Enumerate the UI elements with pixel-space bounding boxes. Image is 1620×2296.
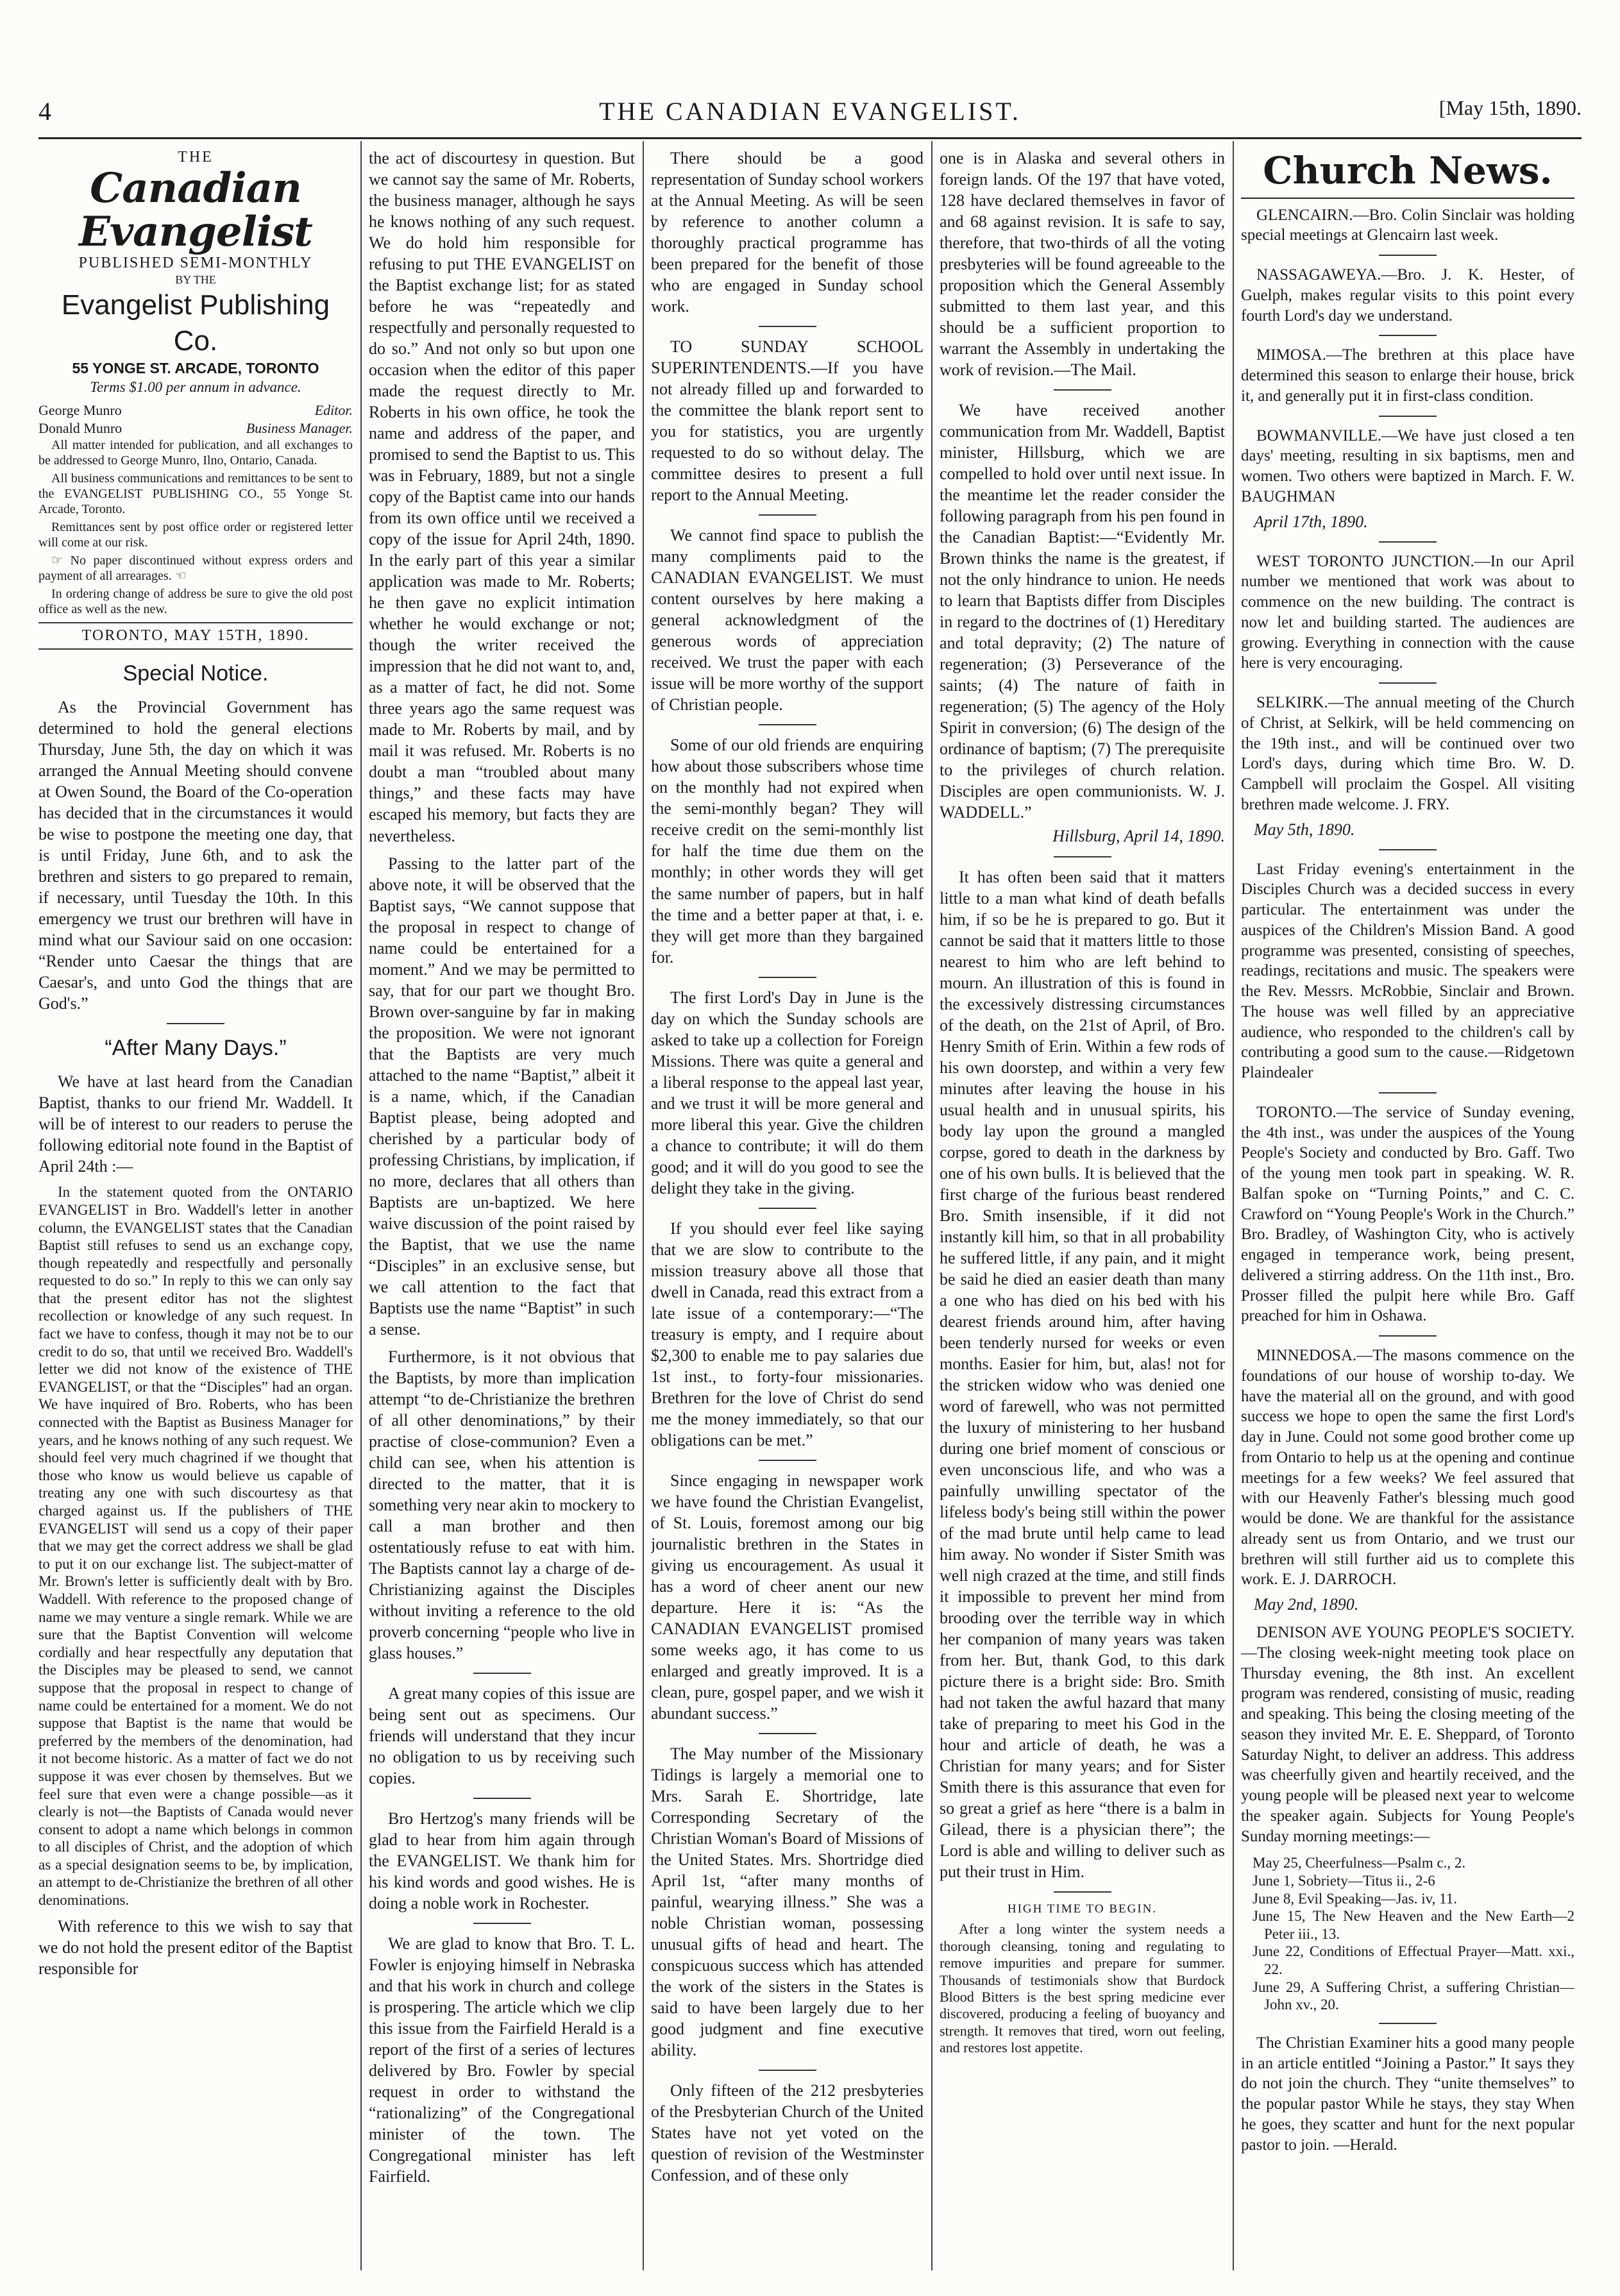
column-divider: [643, 141, 644, 2270]
signature-line: Hillsburg, April 14, 1890.: [1052, 827, 1225, 846]
article-paragraph: Furthermore, is it not obvious that the Baptists, by more than implication attempt “to de-Christianize the brethren of all other denominations,” by their practise of close-communion? Even a child can see, when his attention is directed to the matter, that it is something very near akin to mockery to call a man brother and then ostentatiously refuse to eat with him. The Baptists cannot lay a charge of de-Christianizing against the Disciples without inviting a reference to the old proverb concerning “people who live in glass houses.”: [369, 1347, 635, 1663]
news-entry: NASSAGAWEYA.—Bro. J. K. Hester, of Guelph, makes regular visits to this point every fourth Lord's day we understand.: [1241, 266, 1574, 325]
masthead-the: THE: [178, 149, 214, 165]
separator: [1054, 1891, 1111, 1893]
separator: [759, 1460, 816, 1461]
separator: [1379, 1092, 1437, 1093]
staff-list: [38, 401, 353, 437]
discontinue-notice: ☞ No paper discontinued without express orders and payment of all arrearages. ☜: [38, 553, 353, 584]
column-1: [38, 148, 353, 2270]
editorial-note: Bro Hertzog's many friends will be glad to hear from him again through the EVANGELIST. We thank him for his kind words and good wishes. He is doing a noble work in Rochester.: [369, 1809, 635, 1913]
masthead-by-the: BY THE: [175, 273, 216, 287]
advertisement-text: After a long winter the system needs a thorough cleansing, toning and regulating to remove impurities and prepare for summer. Thousands of testimonials show that Burdock Blood Bitters is the best spring medicine ever discovered, producing a feeling of buoyancy and strength. It removes that tired, worn out feeling, and restores lost appetite.: [940, 1921, 1225, 2056]
column-divider: [1233, 141, 1234, 2270]
article-paragraph: In the statement quoted from the ONTARIO EVANGELIST in Bro. Waddell's letter in another column, the EVANGELIST states that the Canadian Baptist still refuses to send us an exchange copy, though repeatedly and respectfully and personally requested to do so.” In reply to this we can only say that the present editor has not the slightest recollection or knowledge of any such request. In fact we have to confess, though it may not be to our credit to do so, that until we received Bro. Waddell's letter we did not know of the existence of THE EVANGELIST, or that the “Disciples” had an organ. We have inquired of Bro. Roberts, who has been connected with the Baptist as Business Manager for years, and he knows nothing of any such request. We should feel very much chagrined if we thought that those who know us would believe us capable of treating any one with such discourtesy as that charged against us. If the publishers of THE EVANGELIST will send us a copy of their paper that we may get the correct address we shall be glad to put it on our exchange list. The subject-matter of Mr. Brown's letter is sufficiently dealt with by Bro. Waddell. With reference to the proposed change of name we may venture a single remark. While we are sure that the Baptist Convention will welcome cordially and hear respectfully any deputation that the Disciples may be pleased to send, we cannot suppose that the proposal in respect to change of name could be entertained for a moment. We do not suppose that Baptist is the name that would be preferred by the members of the denomination, had it not become historic. As a matter of fact we do not suppose it was ever chosen by themselves. But we feel sure that even were a change possible—as it clearly is not—the Baptists of Canada would never consent to adopt a name which belongs in common to all disciples of Christ, and the adoption of which as a special designation seems to be, by implication, an attempt to de-Christianize the brethren of all other denominations.: [38, 1184, 353, 1909]
editorial-note: We cannot find space to publish the many compliments paid to the CANADIAN EVANGELIST. We must content ourselves by here making a general acknowledgment of the generous words of appreciation received. We trust the paper with each issue will be more worthy of the support of Christian people.: [651, 526, 924, 714]
news-entry: The Christian Examiner hits a good many people in an article entitled “Joining a Pastor.” It says they do not join the church. They “unite themselves” to the popular pastor While he stays, they stay When he goes, they scatter and hunt for the next popular pastor to join. —Herald.: [1241, 2034, 1574, 2154]
signature-line: May 2nd, 1890.: [1254, 1595, 1359, 1614]
list-item: June 8, Evil Speaking—Jas. iv, 11.: [1253, 1890, 1457, 1907]
advertisement-heading: HIGH TIME TO BEGIN.: [1007, 1902, 1158, 1916]
list-item: June 1, Sobriety—Titus ii., 2-6: [1253, 1873, 1435, 1889]
news-entry: GLENCAIRN.—Bro. Colin Sinclair was holding special meetings at Glencairn last week.: [1241, 206, 1574, 244]
separator: [1054, 389, 1111, 391]
subscription-terms: Terms $1.00 per annum in advance.: [90, 379, 301, 396]
page-number: 4: [38, 97, 51, 126]
separator: [759, 326, 816, 327]
editorial-note: one is in Alaska and several others in foreign lands. Of the 197 that have voted, 128 have declared themselves in favor of and 68 against revision. It is safe to say, therefore, that two-thirds of all the voting presbyteries will be found agreeable to the proposition which the General Assembly submitted to them last year, and this should be a sufficient proportion to warrant the Assembly in undertaking the work of revision.—The Mail.: [940, 149, 1225, 380]
editorial-note: There should be a good representation of Sunday school workers at the Annual Meeting. As will be seen by reference to another column a thoroughly practical programme has been prepared for the benefit of those who are engaged in Sunday school work.: [651, 149, 924, 316]
separator: [1379, 335, 1437, 336]
article-paragraph: With reference to this we wish to say that we do not hold the present editor of the Baptist responsible for: [38, 1916, 353, 1978]
article-paragraph: Passing to the latter part of the above note, it will be observed that the Baptist says, “We cannot suppose that the proposal in respect to change of name could be entertained for a moment.” And we may be permitted to say, that for our part we thought Bro. Brown over-sanguine by far in making the proposition. We were not ignorant that the Baptists are very much attached to the name “Baptist,” albeit it is a name, which, if the Canadian Baptist please, being adopted and cherished by a particular body of professing Christians, by implication, if no more, declares that all others than Baptists are un-baptized. We here waive discussion of the point raised by the Baptist, that we use the name “Disciples” in an exclusive sense, but we call attention to the fact that Baptists use the name “Baptist” in such a sense.: [369, 854, 635, 1338]
separator: [1379, 849, 1437, 850]
editorial-note: The May number of the Missionary Tidings is largely a memorial one to Mrs. Sarah E. Shortridge, late Corresponding Secretary of the Christian Woman's Board of Missions of the United States. Mrs. Shortridge died April 1st, “after many months of painful, wearying illness.” She was a noble Christian woman, possessing unusual gifts of head and heart. The conspicuous success which has attended the work of the sisters in the States is said to have been largely due to her good judgment and fine executive ability.: [651, 1744, 924, 2060]
after-many-days-heading: “After Many Days.”: [105, 1036, 287, 1061]
column-divider: [931, 141, 932, 2270]
editorial-note: If you should ever feel like saying that we are slow to contribute to the mission treasury above all those that dwell in Canada, read this extract from a late issue of a contemporary:—“The treasury is empty, and I require about $2,300 to enable me to pay salaries due 1st inst., to forty-four missionaries. Brethren for the love of Christ do send me the money immediately, so that our obligations can be met.”: [651, 1219, 924, 1449]
news-entry: MIMOSA.—The brethren at this place have determined this season to enlarge their house, brick it, and generally put it in first-class condition.: [1241, 346, 1574, 405]
separator: [759, 977, 816, 978]
issue-date: [May 15th, 1890.: [1439, 96, 1582, 119]
list-item: May 25, Cheerfulness—Psalm c., 2.: [1253, 1855, 1466, 1871]
newspaper-title: THE CANADIAN EVANGELIST.: [599, 97, 1021, 126]
separator: [167, 1023, 224, 1024]
manager-role: Business Manager.: [246, 420, 353, 437]
separator: [759, 1733, 816, 1734]
editorial-note: The first Lord's Day in June is the day on which the Sunday schools are asked to take up a collection for Foreign Missions. There was quite a general and a liberal response to the appeal last year, and we trust it will be more general and more liberal this year. Give the children a chance to contribute; it will do them good; and it will do you good to see the delight they take in the giving.: [651, 988, 924, 1197]
column-3: [651, 148, 924, 2270]
news-entry: WEST TORONTO JUNCTION.—In our April number we mentioned that work was about to commence on the new building. The contract is now let and building started. The audiences are growing. Everything in connection with the cause here is very encouraging.: [1241, 552, 1574, 672]
publisher-address: 55 YONGE ST. ARCADE, TORONTO: [72, 359, 319, 376]
header-rule: [38, 137, 1582, 139]
separator: [1379, 682, 1437, 684]
news-entry: MINNEDOSA.—The masons commence on the foundations of our house of worship to-day. We have the material all on the ground, and with good success we hope to open the same the first Lord's day in June. Could not some good brother come up from Ontario to help us at the opening and continue meetings for a few weeks? We feel assured that with our Heavenly Father's blessing much good would be done. We are thankful for the assistance already sent us from Ontario, and we trust our brethren will still further aid us to complete this work. E. J. DARROCH.: [1241, 1347, 1574, 1589]
separator: [1379, 255, 1437, 256]
separator: [473, 1798, 531, 1799]
editor-name: George Munro: [38, 402, 122, 419]
news-entry: SELKIRK.—The annual meeting of the Church of Christ, at Selkirk, will be held commencing on the 19th inst., and will be continued over two Lord's days, during which time Bro. W. D. Campbell will proclaim the Gospel. All visiting brethren made welcome. J. FRY.: [1241, 694, 1574, 813]
address-change-notice: In ordering change of address be sure to give the old post office as well as the new.: [38, 587, 353, 617]
separator: [759, 514, 816, 516]
obituary-note: It has often been said that it matters little to a man what kind of death befalls him, if so be he is prepared to go. But it cannot be said that it matters little to those nearest to him who are left behind to mourn. An illustration of this is found in the excessively distressing circumstances of the death, on the 21st of April, of Bro. Henry Smith of Erin. Within a few rods of his own doorstep, and within a very few minutes after leaving the house in his usual health and in unusual spirits, his body lay upon the ground a mangled corpse, gored to death in the darkness by one of his own bulls. It is believed that the first charge of the furious beast rendered Bro. Smith insensible, if it did not instantly kill him, so that in all probability he suffered little, if any pain, and it might be said he died an easier death than many a one who has died on his bed with his dearest friends around him, after having been tenderly nursed for weeks or even months. Easier for him, but, alas! not for the stricken widow who was denied one word of farewell, who was not permitted the luxury of ministering to her husband during one brief moment of conscious or even unconscious life, and who was a painfully unwilling spectator of the lifeless body's being still within the power of the mad brute until help came to lead him away. No wonder if Sister Smith was well nigh crazed at the time, and still finds it impossible to prevent her mind from brooding over the terrible way in which her companion of many years was taken from her. But, thank God, to this dark picture there is a bright side: Bro. Smith had not taken the awful hazard that many take of preparing to meet his God in the hour and article of death, he was a Christian for many years; and for Sister Smith there is this assurance that even for so great a grief as here “there is a balm in Gilead, there is a physician there”; the Lord is able and willing to deliver such as put their trust in Him.: [940, 867, 1225, 1882]
masthead-frequency: PUBLISHED SEMI-MONTHLY: [78, 254, 313, 271]
article-paragraph: We have at last heard from the Canadian Baptist, thanks to our friend Mr. Waddell. It will be of interest to our readers to peruse the following editorial note found in the Baptist of April 24th :—: [38, 1072, 353, 1176]
news-entry: Last Friday evening's entertainment in the Disciples Church was a decided success in every particular. The entertainment was under the auspices of the Children's Mission Band. A good programme was presented, consisting of speeches, readings, recitations and music. The speakers were the Rev. Messrs. McRobbie, Sinclair and Brown. The house was well filled by an appreciative audience, who responded to the children's call by contributing a good sum to the cause.—Ridgetown Plaindealer: [1241, 860, 1574, 1082]
separator: [473, 1673, 531, 1674]
editorial-note: Some of our old friends are enquiring how about those subscribers whose time on the monthly had not expired when the semi-monthly began? They will receive credit on the semi-monthly list for half the time due them on the monthly; in other words they will get the same number of papers, but in half the time and a better paper at that, i. e. they will get more than they bargained for.: [651, 736, 924, 967]
editorial-note: We are glad to know that Bro. T. L. Fowler is enjoying himself in Nebraska and that his work in church and college is prospering. The article which we clip this issue from the Fairfield Herald is a report of the first of a series of lectures delivered by Bro. Fowler by special request in order to withstand the “rationalizing” of the Congregational minister of the town. The Congregational minister has left Fairfield.: [369, 1934, 635, 2186]
column-2: [369, 148, 635, 2270]
column-5: [1241, 148, 1574, 2270]
signature-line: April 17th, 1890.: [1254, 512, 1368, 531]
church-news-heading: Church News.: [1241, 148, 1574, 199]
article-paragraph: the act of discourtesy in question. But we cannot say the same of Mr. Roberts, the business manager, although he says he knows nothing of any such request. We do hold him responsible for refusing to put THE EVANGELIST on the Baptist exchange list; for as stated before he was “repeatedly and respectfully and personally requested to do so.” And not only so but upon one occasion when the editor of this paper made the request directly to Mr. Roberts in his own office, he took the name and address of the paper, and promised to send the Baptist to us. This was in February, 1889, but not a single copy of the Baptist came into our hands from its own office until we received a copy of the issue for April 24th, 1890. In the early part of this year a similar application was made to Mr. Roberts; he then gave no explicit intimation whether he would exchange or not; though the writer received the impression that he did not want to, and, as a matter of fact, he did not. Some three years ago the same request was made to Mr. Roberts by mail, and by mail it was refused. Mr. Roberts is no doubt a man “troubled about many things,” and these facts may have escaped his memory, but facts they are nevertheless.: [369, 149, 635, 845]
masthead: [38, 148, 353, 396]
page-header: [38, 96, 1582, 148]
separator: [1379, 541, 1437, 543]
editorial-note: Only fifteen of the 212 presbyteries of the Presbyterian Church of the United States have not yet voted on the question of revision of the Westminster Confession, and of these only: [651, 2081, 924, 2185]
news-entry: DENISON AVE YOUNG PEOPLE'S SOCIETY.—The closing week-night meeting took place on Thursday evening, the 8th inst. An excellent program was rendered, consisting of music, reading and speaking. This being the closing meeting of the season they invited Mr. E. E. Sheppard, of Toronto Saturday Night, to deliver an address. This address was cheerfully given and heartily received, and the young people will be pleased next year to welcome the speaker again. Subjects for Young People's Sunday morning meetings:—: [1241, 1624, 1574, 1845]
separator: [1379, 1335, 1437, 1337]
list-item: June 15, The New Heaven and the New Earth—2 Peter iii., 13.: [1253, 1908, 1574, 1942]
signature-line: May 5th, 1890.: [1254, 820, 1355, 839]
special-notice-text: As the Provincial Government has determined to hold the general elections Thursday, June 5th, the day on which it was arranged the Annual Meeting should convene at Owen Sound, the Board of the Co-operation has decided that in the circumstances it would be wise to postpone the meeting one day, that is until Friday, June 6th, and to ask the brethren and sisters to go prepared to remain, if necessary, until Tuesday the 10th. In this emergency we trust our brethren will have in mind what our Saviour said on one occasion: “Render unto Caesar the things that are Caesar's, and unto God the things that are God's.”: [38, 697, 353, 1013]
separator: [473, 1923, 531, 1924]
list-item: June 29, A Suffering Christ, a suffering Christian—John xv., 20.: [1253, 1979, 1574, 2013]
dateline: TORONTO, MAY 15TH, 1890.: [38, 622, 353, 649]
separator: [1054, 856, 1111, 857]
business-notice: All business communications and remittances to be sent to the EVANGELIST PUBLISHING CO., 55 Yonge St. Arcade, Toronto.: [38, 471, 353, 517]
news-entry: TORONTO.—The service of Sunday evening, the 4th inst., was under the auspices of the Young People's Society and conducted by Bro. Gaff. Two of the young men took part in speaking. W. R. Balfan spoke on “Turning Points,” and C. C. Crawford on “Young People's Work in the Church.” Bro. Bradley, of Washington City, who is actively engaged in temperance work, being present, delivered a stirring address. On the 11th inst., Bro. Prosser filled the pulpit here while Bro. Gaff preached for him in Oshawa.: [1241, 1103, 1574, 1325]
remittance-notice: Remittances sent by post office order or registered letter will come at our risk.: [38, 520, 353, 550]
separator: [759, 724, 816, 725]
editor-role: Editor.: [314, 402, 353, 419]
special-notice-heading: Special Notice.: [122, 661, 269, 686]
editorial-note: TO SUNDAY SCHOOL SUPERINTENDENTS.—If you have not already filled up and forwarded to the committee the blank report sent to you for statistics, you are urgently requested to do so without delay. The committee desires to present a full report to the Annual Meeting.: [651, 337, 924, 505]
news-entry: BOWMANVILLE.—We have just closed a ten days' meeting, resulting in six baptisms, men and women. Two others were baptized in March. F. W. BAUGHMAN: [1241, 426, 1574, 505]
manager-name: Donald Munro: [38, 420, 122, 437]
publisher-name: Evangelist Publishing Co.: [61, 289, 330, 357]
editorial-note: A great many copies of this issue are being sent out as specimens. Our friends will understand that they incur no obligation to us by receiving such copies.: [369, 1684, 635, 1788]
column-divider: [360, 141, 362, 2270]
editorial-note: Since engaging in newspaper work we have found the Christian Evangelist, of St. Louis, foremost among our big journalistic brethren in the States in giving us encouragement. As usual it has a word of cheer anent our new departure. Here it is: “As the CANADIAN EVANGELIST promised some weeks ago, it has come to us enlarged and greatly improved. It is a clean, pure, gospel paper, and we wish it abundant success.”: [651, 1471, 924, 1723]
masthead-name: Canadian Evangelist: [79, 164, 312, 256]
topic-list: [1253, 1854, 1574, 2013]
separator: [1379, 416, 1437, 417]
separator: [759, 2070, 816, 2071]
separator: [1379, 2023, 1437, 2024]
editorial-note: We have received another communication from Mr. Waddell, Baptist minister, Hillsburg, which we are compelled to hold over until next issue. In the meantime let the reader consider the following paragraph from his pen found in the Canadian Baptist:—“Evidently Mr. Brown thinks the name is the greatest, if not the only hindrance to union. He needs to learn that Baptists differ from Disciples in regard to the doctrines of (1) Hereditary and total depravity; (2) The nature of regeneration; (3) Perseverance of the saints; (4) The nature of faith in regeneration; (5) The agency of the Holy Spirit in conversion; (6) The design of the ordinance of baptism; (7) The prerequisite to the privileges of church relation. Disciples are open communionists. W. J. WADDELL.”: [940, 401, 1225, 822]
list-item: June 22, Conditions of Effectual Prayer—Matt. xxi., 22.: [1253, 1943, 1574, 1978]
column-4: [940, 148, 1225, 2270]
publication-notice: All matter intended for publication, and all exchanges to be addressed to George Munro, Ilnо, Ontario, Canada.: [38, 438, 353, 468]
separator: [759, 1208, 816, 1209]
